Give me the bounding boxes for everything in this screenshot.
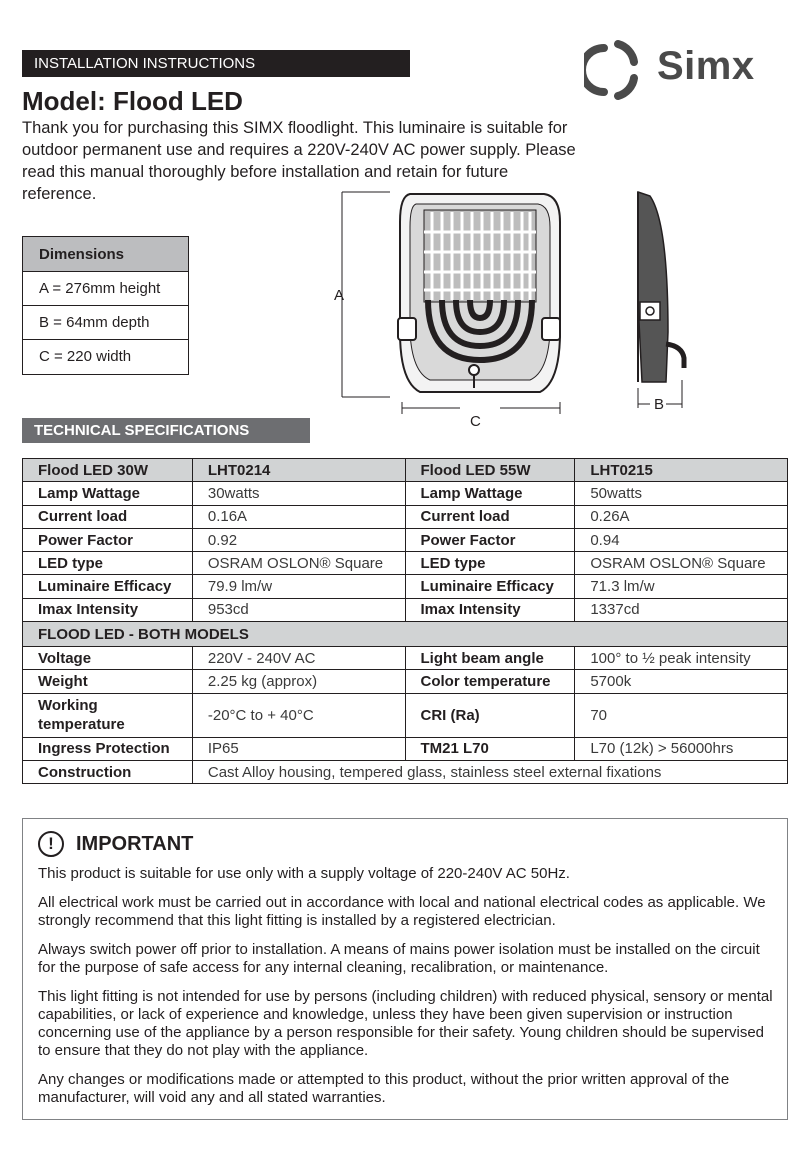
spec-label-b: Power Factor xyxy=(405,528,575,551)
spec-value-b: OSRAM OSLON® Square xyxy=(575,552,788,575)
important-notice-box xyxy=(22,818,788,1120)
spec-label: CRI (Ra) xyxy=(405,693,575,737)
technical-specifications-table xyxy=(22,458,788,784)
important-title: IMPORTANT xyxy=(76,833,194,855)
model-title: Model: Flood LED xyxy=(22,86,243,116)
spec-value-a: 0.92 xyxy=(192,528,405,551)
spec-value-b: 50watts xyxy=(575,482,788,505)
spec-label-a: Imax Intensity xyxy=(23,598,193,621)
dimension-label-b: B xyxy=(654,396,665,413)
important-paragraph: This light fitting is not intended for use by persons (including children) with reduced physical, sensory or mental capabilities, or lack of experience and knowledge, unless they have been given supervision or instruction concerning use of the appliance by a person responsible for their safety. Young children should be supervised to ensure that they do not play with the appliance. xyxy=(38,988,773,1059)
table-row xyxy=(23,528,788,551)
intro-text: Thank you for purchasing this SIMX floodlight. This luminaire is suitable for outdoor permanent use and requires a 220V-240V AC power supply. Please read this manual thoroughly before installation and retain for future reference. xyxy=(22,119,576,203)
table-row xyxy=(23,505,788,528)
spec-value: 220V - 240V AC xyxy=(192,647,405,670)
table-row xyxy=(23,482,788,505)
model-a-code: LHT0214 xyxy=(192,459,405,482)
technical-specifications-heading: TECHNICAL SPECIFICATIONS xyxy=(22,418,310,443)
document-type-banner: INSTALLATION INSTRUCTIONS xyxy=(22,50,410,77)
spec-value-a: 953cd xyxy=(192,598,405,621)
spec-label: Working temperature xyxy=(23,693,193,737)
important-paragraph: Always switch power off prior to installation. A means of mains power isolation must be installed on the circuit for the purpose of safe access for any internal cleaning, recalibration, or maintenance. xyxy=(38,941,760,976)
important-paragraph: Any changes or modifications made or attempted to this product, without the prior written approval of the manufacturer, will void any and all stated warranties. xyxy=(38,1071,730,1106)
spec-value: 2.25 kg (approx) xyxy=(192,670,405,693)
brand-name: Simx xyxy=(657,44,755,88)
dimension-depth: B = 64mm depth xyxy=(23,306,188,340)
spec-value-a: OSRAM OSLON® Square xyxy=(192,552,405,575)
table-row xyxy=(23,552,788,575)
spec-label-b: Lamp Wattage xyxy=(405,482,575,505)
table-row xyxy=(23,760,788,783)
spec-label-b: Luminaire Efficacy xyxy=(405,575,575,598)
both-models-heading: FLOOD LED - BOTH MODELS xyxy=(23,622,788,647)
important-paragraph: All electrical work must be carried out in accordance with local and national electrical codes as applicable. We strongly recommend that this light fitting is installed by a registered electrician. xyxy=(38,894,766,929)
table-row xyxy=(23,693,788,737)
spec-label-a: LED type xyxy=(23,552,193,575)
spec-label-a: Lamp Wattage xyxy=(23,482,193,505)
table-row xyxy=(23,670,788,693)
dimensions-table xyxy=(22,236,189,375)
floodlight-front-view xyxy=(398,194,560,392)
table-row xyxy=(23,575,788,598)
spec-label-b: Imax Intensity xyxy=(405,598,575,621)
floodlight-dimension-drawing xyxy=(320,182,700,432)
spec-label-a: Current load xyxy=(23,505,193,528)
spec-value: 100° to ½ peak intensity xyxy=(575,647,788,670)
construction-value: Cast Alloy housing, tempered glass, stainless steel external fixations xyxy=(192,760,787,783)
spec-label: Light beam angle xyxy=(405,647,575,670)
dimension-label-c: C xyxy=(470,413,481,430)
table-header-row xyxy=(23,459,788,482)
spec-value-b: 0.26A xyxy=(575,505,788,528)
spec-value-b: 0.94 xyxy=(575,528,788,551)
spec-label: Color temperature xyxy=(405,670,575,693)
spec-label-b: Current load xyxy=(405,505,575,528)
model-b-code: LHT0215 xyxy=(575,459,788,482)
spec-label: Voltage xyxy=(23,647,193,670)
construction-label: Construction xyxy=(23,760,193,783)
spec-value-a: 0.16A xyxy=(192,505,405,528)
spec-value-b: 1337cd xyxy=(575,598,788,621)
spec-value: -20°C to + 40°C xyxy=(192,693,405,737)
dimension-width: C = 220 width xyxy=(39,348,132,365)
spec-value-b: 71.3 lm/w xyxy=(575,575,788,598)
exclamation-icon: ! xyxy=(38,831,64,857)
spec-value-a: 30watts xyxy=(192,482,405,505)
dimension-height: A = 276mm height xyxy=(23,272,188,306)
spec-label-a: Luminaire Efficacy xyxy=(23,575,193,598)
both-models-header-row xyxy=(23,622,788,647)
spec-value-a: 79.9 lm/w xyxy=(192,575,405,598)
spec-label: TM21 L70 xyxy=(405,737,575,760)
model-a-name: Flood LED 30W xyxy=(23,459,193,482)
spec-label-b: LED type xyxy=(405,552,575,575)
important-body xyxy=(38,865,778,1118)
table-row xyxy=(23,737,788,760)
dimension-label-a: A xyxy=(334,287,345,304)
important-paragraph: This product is suitable for use only with a supply voltage of 220-240V AC 50Hz. xyxy=(38,865,570,882)
spec-value: 70 xyxy=(575,693,788,737)
spec-value: L70 (12k) > 56000hrs xyxy=(575,737,788,760)
floodlight-side-view xyxy=(638,192,684,408)
table-row xyxy=(23,647,788,670)
spec-label: Ingress Protection xyxy=(23,737,193,760)
spec-value: IP65 xyxy=(192,737,405,760)
dimensions-heading: Dimensions xyxy=(23,237,188,272)
spec-label: Weight xyxy=(23,670,193,693)
spec-value: 5700k xyxy=(575,670,788,693)
model-b-name: Flood LED 55W xyxy=(405,459,575,482)
spec-label-a: Power Factor xyxy=(23,528,193,551)
table-row xyxy=(23,598,788,621)
